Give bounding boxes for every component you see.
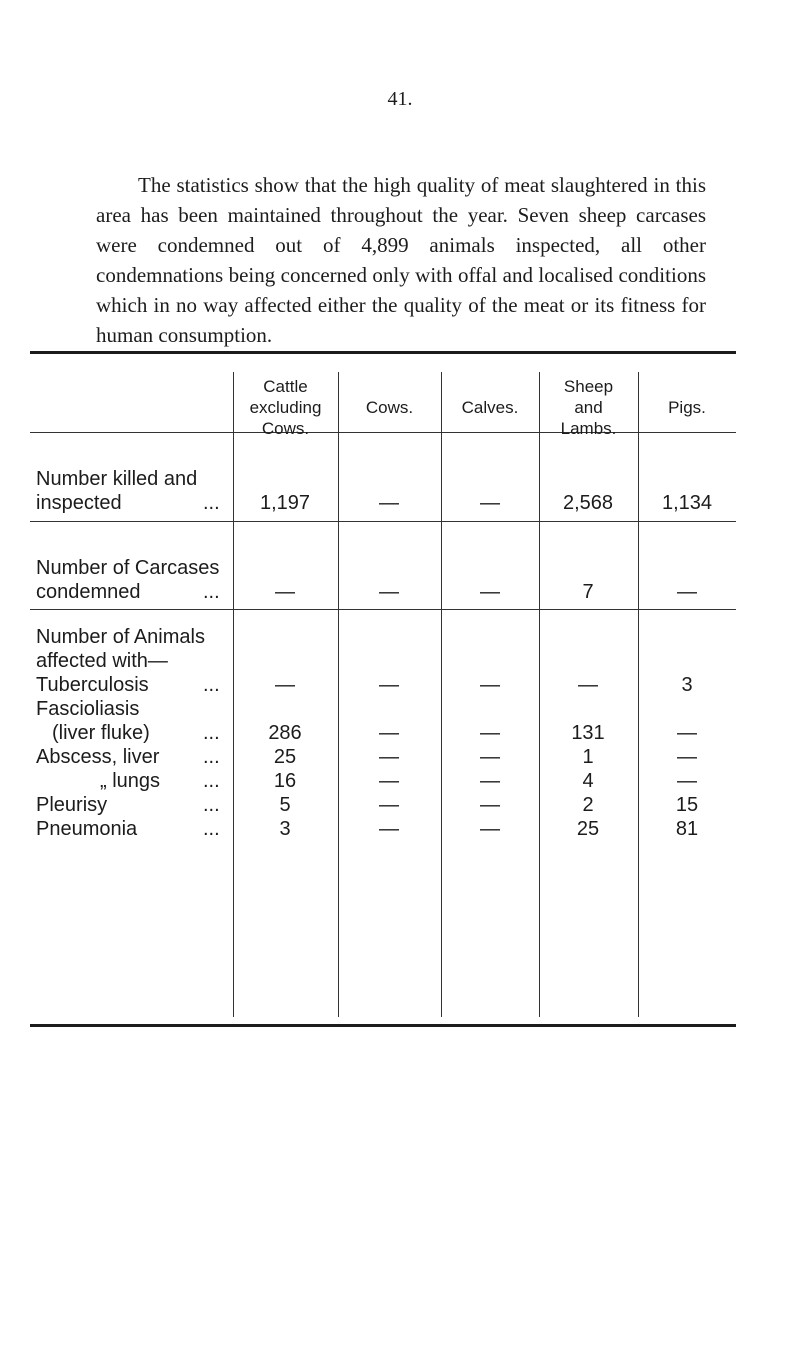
carcases-cows: —: [379, 581, 399, 603]
header-cattle: Cattle excluding Cows.: [249, 377, 322, 438]
row-label: Pleurisy: [36, 794, 108, 816]
cell-calves: —: [480, 674, 500, 696]
cell-pigs: —: [677, 770, 697, 792]
cell-cows: —: [379, 722, 399, 744]
row-label: „ lungs: [100, 770, 161, 792]
row-label: Fascioliasis: [36, 698, 140, 720]
row-label: Abscess, liver: [36, 746, 160, 768]
carcases-pigs: —: [677, 581, 697, 603]
row-divider-2: [30, 609, 736, 610]
cell-sheep: 25: [576, 818, 600, 840]
col-divider-4: [539, 372, 540, 1017]
cell-calves: —: [480, 794, 500, 816]
cell-calves: —: [480, 770, 500, 792]
header-calves: Calves.: [461, 398, 519, 417]
killed-cows: —: [379, 492, 399, 514]
col-divider-5: [638, 372, 639, 1017]
row-dots: ...: [203, 770, 220, 792]
cell-cattle: —: [275, 674, 295, 696]
cell-pigs: —: [677, 722, 697, 744]
cell-pigs: —: [677, 746, 697, 768]
carcases-dots: ...: [203, 581, 220, 603]
affected-label-line2: affected with—: [36, 650, 168, 672]
carcases-sheep: 7: [582, 581, 594, 603]
cell-sheep: 4: [582, 770, 594, 792]
killed-pigs: 1,134: [661, 492, 713, 514]
cell-calves: —: [480, 746, 500, 768]
row-dots: ...: [203, 722, 220, 744]
carcases-cattle: —: [275, 581, 295, 603]
cell-cattle: 3: [279, 818, 291, 840]
row-label: Pneumonia: [36, 818, 138, 840]
cell-sheep: 2: [582, 794, 594, 816]
cell-calves: —: [480, 722, 500, 744]
table-bottom-rule: [30, 1024, 736, 1027]
row-dots: ...: [203, 794, 220, 816]
cell-cattle: 16: [273, 770, 297, 792]
cell-sheep: —: [578, 674, 598, 696]
cell-cows: —: [379, 674, 399, 696]
killed-calves: —: [480, 492, 500, 514]
cell-pigs: 15: [675, 794, 699, 816]
killed-label-line2: inspected: [36, 492, 122, 514]
header-pigs: Pigs.: [668, 398, 706, 417]
affected-label-line1: Number of Animals: [36, 626, 205, 648]
cell-pigs: 81: [675, 818, 699, 840]
killed-label-line1: Number killed and: [36, 468, 198, 490]
cell-calves: —: [480, 818, 500, 840]
cell-sheep: 131: [571, 722, 605, 744]
body-paragraph: The statistics show that the high quality of meat slaughtered in this area has been maintained throughout the year. Seven sheep carcases were condemned out of 4,899 animals inspected, all other condemnations being concerned only with offal and localised conditions which in no way affected either the quality of the meat or its fitness for human consumption.: [96, 173, 706, 347]
page-number: 41.: [387, 88, 413, 110]
header-sheep: Sheep and Lambs.: [560, 377, 617, 438]
killed-cattle: 1,197: [259, 492, 311, 514]
row-dots: ...: [203, 818, 220, 840]
table-top-rule: [30, 351, 736, 354]
cell-cows: —: [379, 818, 399, 840]
row-dots: ...: [203, 674, 220, 696]
killed-dots: ...: [203, 492, 220, 514]
cell-cows: —: [379, 746, 399, 768]
header-cows: Cows.: [365, 398, 414, 417]
col-divider-3: [441, 372, 442, 1017]
cell-cattle: 286: [268, 722, 302, 744]
cell-cattle: 5: [279, 794, 291, 816]
row-label: (liver fluke): [52, 722, 150, 744]
carcases-label-line2: condemned: [36, 581, 141, 603]
col-divider-1: [233, 372, 234, 1017]
carcases-calves: —: [480, 581, 500, 603]
cell-cows: —: [379, 770, 399, 792]
cell-cattle: 25: [273, 746, 297, 768]
killed-sheep: 2,568: [562, 492, 614, 514]
cell-pigs: 3: [681, 674, 693, 696]
cell-sheep: 1: [582, 746, 594, 768]
row-divider-1: [30, 521, 736, 522]
row-dots: ...: [203, 746, 220, 768]
row-label: Tuberculosis: [36, 674, 149, 696]
carcases-label-line1: Number of Carcases: [36, 557, 220, 579]
cell-cows: —: [379, 794, 399, 816]
col-divider-2: [338, 372, 339, 1017]
